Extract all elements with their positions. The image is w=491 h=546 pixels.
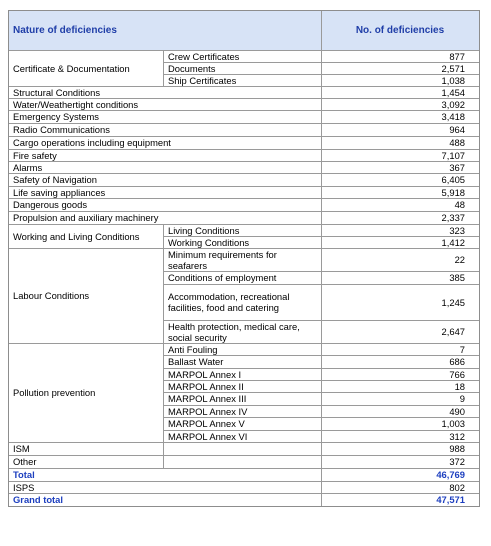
header-count: No. of deficiencies [321,11,479,50]
row-divider [9,86,479,87]
row-divider [9,110,479,111]
deficiency-count: 1,412 [441,236,465,248]
category-label: Propulsion and auxiliary machinery [13,212,159,223]
row-divider [9,211,479,212]
deficiency-count: 7,107 [441,149,465,161]
row-divider [9,136,479,137]
header-nature: Nature of deficiencies [9,11,321,50]
deficiency-count: 9 [459,393,465,404]
total-label: Total [13,469,35,480]
deficiency-count: 3,418 [441,111,465,122]
deficiency-count: 5,918 [441,186,465,198]
empty-cell-divider [163,455,164,468]
row-divider [9,224,479,225]
sub-category: Accommodation, recreational facilities, food and catering [168,291,290,313]
total-value: 46,769 [436,469,465,480]
row-divider [9,149,479,150]
category-label: Dangerous goods [13,199,88,210]
deficiency-count: 312 [449,430,465,442]
sub-category: Living Conditions [168,224,240,236]
row-divider [9,343,479,344]
group-pollution: Pollution prevention [13,387,96,398]
sub-category: Health protection, medical care, social security [168,320,300,343]
row-divider [9,98,479,99]
sub-category: MARPOL Annex III [168,393,247,404]
sub-category: Ballast Water [168,356,224,367]
deficiency-count: 2,647 [441,326,465,337]
row-divider [9,455,479,456]
row-divider [9,442,479,443]
sub-category: Conditions of employment [168,272,277,283]
deficiency-count: 7 [459,343,465,355]
deficiencies-table [8,10,480,507]
empty-cell-divider [163,442,164,455]
sub-category: Minimum requirements for seafarers [168,248,277,271]
deficiency-count: 1,454 [441,86,465,98]
sub-category: MARPOL Annex II [168,380,244,392]
row-divider [9,123,479,124]
row-divider [9,248,479,249]
group-certificate: Certificate & Documentation [13,62,130,74]
category-label: Structural Conditions [13,86,101,98]
category-label: Life saving appliances [13,186,106,198]
category-label: Water/Weathertight conditions [13,98,139,110]
row-divider [9,198,479,199]
deficiency-count: 766 [449,368,465,380]
sub-category: Anti Fouling [168,343,218,355]
sub-category: Ship Certificates [168,74,237,86]
sub-category: MARPOL Annex VI [168,430,248,442]
sub-category: Crew Certificates [168,50,240,62]
deficiency-count: 2,337 [441,212,465,223]
deficiency-count: 686 [449,356,465,367]
row-divider [9,186,479,187]
category-label: Emergency Systems [13,111,99,122]
deficiency-count: 6,405 [441,174,465,185]
sub-category: Documents [168,62,216,74]
deficiency-count: 3,092 [441,98,465,110]
row-divider [9,468,479,469]
deficiency-count: 48 [454,199,465,210]
deficiency-count: 988 [449,443,465,454]
row-divider [9,161,479,162]
category-label: Safety of Navigation [13,174,97,185]
deficiency-count: 385 [449,272,465,283]
sub-category: MARPOL Annex IV [168,405,248,417]
sub-category: MARPOL Annex I [168,368,242,380]
deficiency-count: 323 [449,224,465,236]
deficiency-count: 18 [454,380,465,392]
deficiency-count: 1,038 [441,74,465,86]
value-column-divider [321,11,322,506]
deficiency-count: 802 [449,481,465,493]
deficiency-count: 490 [449,405,465,417]
category-label: ISPS [13,481,35,493]
category-label: Other [13,456,37,467]
deficiency-count: 488 [449,137,465,148]
row-divider [9,50,479,51]
deficiency-count: 1,245 [441,296,465,308]
category-label: Cargo operations including equipment [13,137,171,148]
deficiency-count: 22 [454,254,465,265]
total-value: 47,571 [436,494,465,505]
deficiency-count: 367 [449,161,465,173]
deficiency-count: 372 [449,456,465,467]
category-label: Fire safety [13,149,57,161]
deficiency-count: 2,571 [441,62,465,74]
group-working: Working and Living Conditions [13,230,140,242]
deficiency-count: 877 [449,50,465,62]
deficiency-count: 964 [449,124,465,135]
category-label: ISM [13,443,30,454]
row-divider [9,173,479,174]
row-divider [9,493,479,494]
group-labour: Labour Conditions [13,290,90,301]
total-label: Grand total [13,494,64,505]
category-label: Radio Communications [13,124,110,135]
deficiency-count: 1,003 [441,418,465,429]
row-divider [9,481,479,482]
category-label: Alarms [13,161,43,173]
sub-category: MARPOL Annex V [168,418,245,429]
sub-category: Working Conditions [168,236,250,248]
